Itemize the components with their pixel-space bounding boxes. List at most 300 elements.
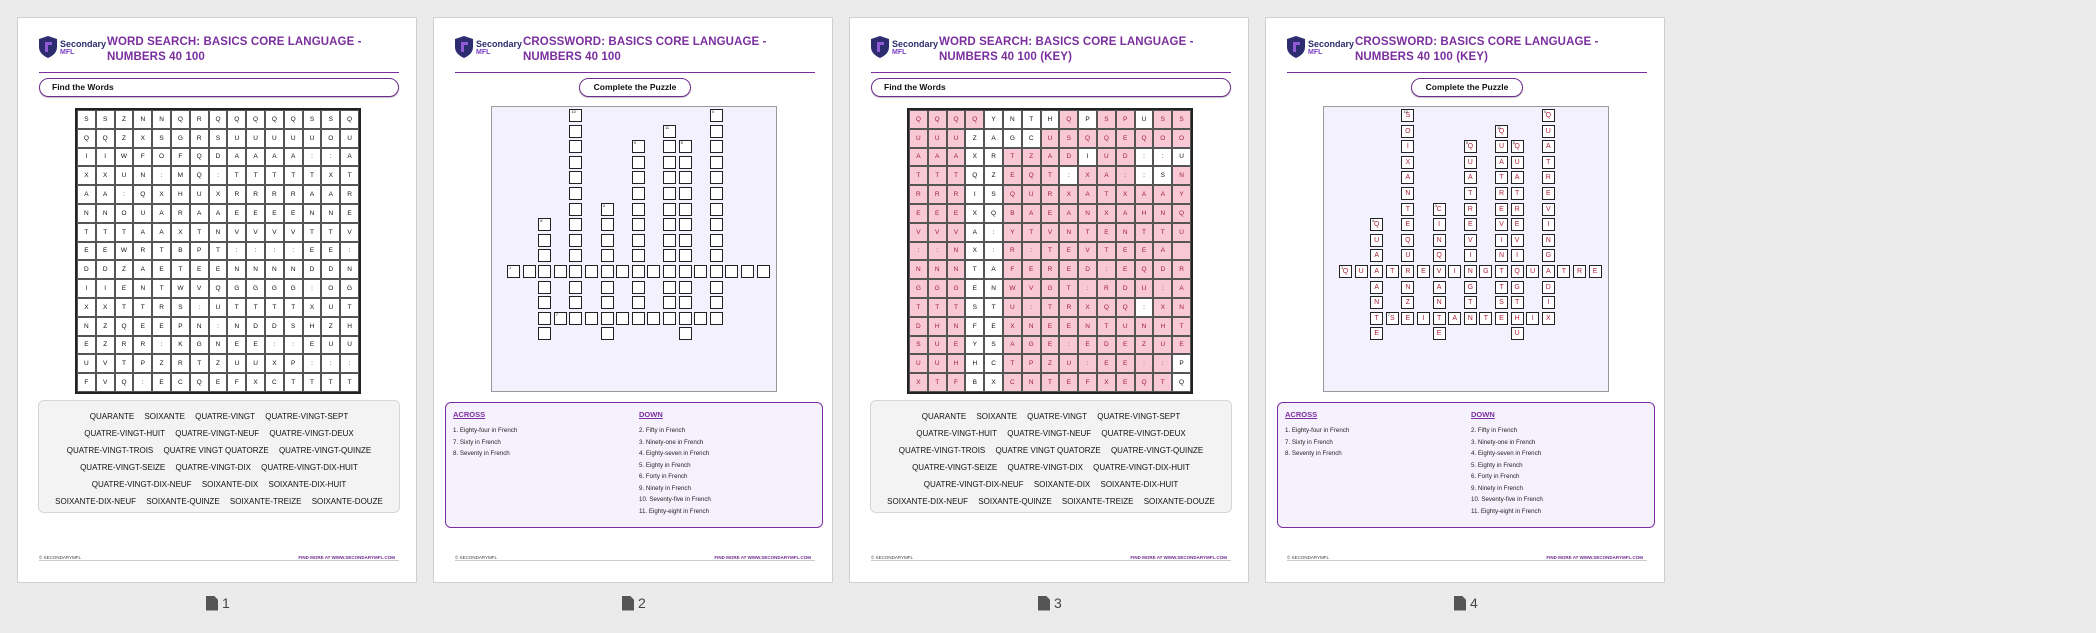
grid-cell[interactable]: H (965, 354, 984, 373)
crossword-cell[interactable] (1433, 296, 1446, 309)
grid-cell[interactable]: W (115, 148, 134, 167)
grid-cell[interactable]: S (1059, 129, 1078, 148)
grid-cell[interactable]: E (209, 373, 228, 392)
grid-cell[interactable]: E (1041, 317, 1060, 336)
grid-cell[interactable]: : (209, 317, 228, 336)
crossword-cell[interactable] (710, 249, 723, 262)
grid-cell[interactable]: N (265, 260, 284, 279)
grid-cell[interactable]: W (1003, 279, 1022, 298)
grid-cell[interactable]: Z (115, 129, 134, 148)
grid-cell[interactable]: Q (77, 129, 96, 148)
crossword-cell[interactable] (1401, 109, 1414, 122)
grid-cell[interactable]: F (1078, 373, 1097, 392)
crossword-cell[interactable] (663, 218, 676, 231)
grid-cell[interactable]: X (984, 373, 1003, 392)
grid-cell[interactable]: D (1116, 148, 1135, 167)
grid-cell[interactable]: X (265, 354, 284, 373)
grid-cell[interactable]: B (965, 373, 984, 392)
grid-cell[interactable]: N (1172, 166, 1191, 185)
grid-cell[interactable]: U (928, 336, 947, 355)
crossword-cell[interactable] (538, 312, 551, 325)
grid-cell[interactable]: A (190, 204, 209, 223)
crossword-cell[interactable] (632, 187, 645, 200)
grid-cell[interactable]: N (1172, 298, 1191, 317)
grid-cell[interactable]: Q (227, 110, 246, 129)
grid-cell[interactable]: T (115, 298, 134, 317)
grid-cell[interactable]: X (965, 242, 984, 261)
grid-cell[interactable]: G (1022, 336, 1041, 355)
grid-cell[interactable]: N (1116, 223, 1135, 242)
crossword-cell[interactable] (663, 249, 676, 262)
grid-cell[interactable]: : (1135, 166, 1154, 185)
page-number-4[interactable]: 4 (1454, 595, 1478, 611)
grid-cell[interactable]: G (928, 279, 947, 298)
grid-cell[interactable]: T (1003, 148, 1022, 167)
grid-cell[interactable]: : (984, 223, 1003, 242)
grid-cell[interactable]: Q (965, 166, 984, 185)
grid-cell[interactable]: T (265, 298, 284, 317)
crossword-cell[interactable] (1370, 312, 1383, 325)
grid-cell[interactable]: : (1022, 242, 1041, 261)
grid-cell[interactable]: E (928, 204, 947, 223)
crossword-cell[interactable] (1464, 203, 1477, 216)
grid-cell[interactable]: X (77, 298, 96, 317)
grid-cell[interactable]: P (1022, 354, 1041, 373)
grid-cell[interactable]: V (909, 223, 928, 242)
grid-cell[interactable]: T (284, 166, 303, 185)
grid-cell[interactable]: E (1097, 223, 1116, 242)
grid-cell[interactable]: Q (209, 110, 228, 129)
grid-cell[interactable]: : (984, 242, 1003, 261)
grid-cell[interactable]: U (1153, 336, 1172, 355)
grid-cell[interactable]: A (152, 204, 171, 223)
grid-cell[interactable]: U (1022, 185, 1041, 204)
grid-cell[interactable]: U (928, 354, 947, 373)
crossword-cell[interactable] (523, 265, 536, 278)
grid-cell[interactable]: T (340, 373, 359, 392)
grid-cell[interactable]: E (190, 260, 209, 279)
crossword-cell[interactable] (1495, 296, 1508, 309)
grid-cell[interactable]: A (1003, 336, 1022, 355)
grid-cell[interactable]: E (1116, 336, 1135, 355)
grid-cell[interactable]: E (909, 204, 928, 223)
grid-cell[interactable]: V (227, 223, 246, 242)
crossword-cell[interactable] (632, 281, 645, 294)
crossword-cell[interactable] (710, 296, 723, 309)
crossword-cell[interactable] (679, 234, 692, 247)
grid-cell[interactable]: N (96, 204, 115, 223)
footer-link[interactable]: FIND MORE AT WWW.SECONDARYMFL.COM (1546, 555, 1643, 560)
grid-cell[interactable]: Q (909, 110, 928, 129)
crossword-cell[interactable] (1464, 312, 1477, 325)
grid-cell[interactable]: : (265, 336, 284, 355)
grid-cell[interactable]: X (152, 185, 171, 204)
grid-cell[interactable]: C (171, 373, 190, 392)
crossword-cell[interactable] (1464, 281, 1477, 294)
grid-cell[interactable]: H (303, 317, 322, 336)
grid-cell[interactable]: Q (340, 110, 359, 129)
grid-cell[interactable]: Q (1097, 298, 1116, 317)
grid-cell[interactable]: Z (1135, 336, 1154, 355)
crossword-cell[interactable] (601, 327, 614, 340)
grid-cell[interactable]: X (246, 373, 265, 392)
crossword-cell[interactable] (1542, 265, 1555, 278)
crossword-cell[interactable] (1542, 171, 1555, 184)
crossword-cell[interactable] (1370, 249, 1383, 262)
crossword-cell[interactable] (710, 281, 723, 294)
crossword-cell[interactable] (538, 249, 551, 262)
grid-cell[interactable]: T (928, 166, 947, 185)
grid-cell[interactable]: P (1078, 110, 1097, 129)
grid-cell[interactable]: Q (246, 110, 265, 129)
grid-cell[interactable]: U (77, 354, 96, 373)
crossword-cell[interactable] (1401, 296, 1414, 309)
grid-cell[interactable]: : (133, 373, 152, 392)
grid-cell[interactable]: V (246, 223, 265, 242)
grid-cell[interactable]: E (1116, 242, 1135, 261)
grid-cell[interactable]: N (284, 260, 303, 279)
crossword-cell[interactable] (569, 281, 582, 294)
crossword-cell[interactable] (663, 234, 676, 247)
grid-cell[interactable]: E (1041, 204, 1060, 223)
crossword-cell[interactable] (632, 265, 645, 278)
grid-cell[interactable]: E (1097, 354, 1116, 373)
grid-cell[interactable]: Q (1097, 129, 1116, 148)
grid-cell[interactable]: F (1003, 260, 1022, 279)
grid-cell[interactable]: S (1172, 110, 1191, 129)
grid-cell[interactable]: D (1078, 260, 1097, 279)
grid-cell[interactable]: I (965, 185, 984, 204)
crossword-cell[interactable] (1464, 296, 1477, 309)
crossword-cell[interactable] (1448, 312, 1461, 325)
grid-cell[interactable]: H (171, 185, 190, 204)
grid-cell[interactable]: E (1059, 260, 1078, 279)
grid-cell[interactable]: : (1135, 298, 1154, 317)
grid-cell[interactable]: : (1097, 260, 1116, 279)
grid-cell[interactable]: A (947, 148, 966, 167)
grid-cell[interactable]: X (303, 298, 322, 317)
crossword-cell[interactable] (1464, 249, 1477, 262)
crossword-cell[interactable] (554, 312, 567, 325)
grid-cell[interactable]: G (227, 279, 246, 298)
grid-cell[interactable]: : (1059, 336, 1078, 355)
crossword-cell[interactable] (1542, 109, 1555, 122)
grid-cell[interactable]: G (909, 279, 928, 298)
crossword-cell[interactable] (1542, 281, 1555, 294)
crossword-cell[interactable] (1401, 140, 1414, 153)
grid-cell[interactable]: R (133, 242, 152, 261)
crossword-cell[interactable] (1417, 312, 1430, 325)
grid-cell[interactable]: Q (115, 317, 134, 336)
grid-cell[interactable]: Y (984, 110, 1003, 129)
grid-cell[interactable]: E (965, 279, 984, 298)
crossword-cell[interactable] (663, 265, 676, 278)
grid-cell[interactable]: E (152, 373, 171, 392)
grid-cell[interactable]: T (246, 166, 265, 185)
crossword-cell[interactable] (569, 249, 582, 262)
grid-cell[interactable]: T (115, 354, 134, 373)
grid-cell[interactable]: H (928, 317, 947, 336)
grid-cell[interactable]: I (96, 279, 115, 298)
crossword-cell[interactable] (679, 281, 692, 294)
crossword-cell[interactable] (694, 265, 707, 278)
grid-cell[interactable]: T (1059, 279, 1078, 298)
grid-cell[interactable]: S (96, 110, 115, 129)
grid-cell[interactable]: D (96, 260, 115, 279)
grid-cell[interactable]: R (1041, 260, 1060, 279)
grid-cell[interactable]: E (1172, 336, 1191, 355)
crossword-cell[interactable] (632, 171, 645, 184)
grid-cell[interactable]: Q (1135, 129, 1154, 148)
grid-cell[interactable]: Q (115, 373, 134, 392)
crossword-cell[interactable] (1511, 234, 1524, 247)
grid-cell[interactable]: N (152, 110, 171, 129)
crossword-cell[interactable] (710, 187, 723, 200)
grid-cell[interactable]: S (209, 129, 228, 148)
grid-cell[interactable]: : (284, 336, 303, 355)
crossword-cell[interactable] (538, 281, 551, 294)
grid-cell[interactable]: N (133, 279, 152, 298)
grid-cell[interactable]: T (209, 242, 228, 261)
grid-cell[interactable]: : (265, 242, 284, 261)
grid-cell[interactable]: E (77, 336, 96, 355)
crossword-cell[interactable] (538, 265, 551, 278)
grid-cell[interactable]: N (947, 242, 966, 261)
grid-cell[interactable]: U (246, 129, 265, 148)
crossword-cell[interactable] (1542, 156, 1555, 169)
grid-cell[interactable]: E (1116, 260, 1135, 279)
grid-cell[interactable]: T (909, 298, 928, 317)
grid-cell[interactable]: : (190, 298, 209, 317)
grid-cell[interactable]: O (1172, 129, 1191, 148)
grid-cell[interactable]: E (1116, 373, 1135, 392)
grid-cell[interactable]: T (965, 260, 984, 279)
grid-cell[interactable]: Y (1003, 223, 1022, 242)
crossword-cell[interactable] (1511, 296, 1524, 309)
grid-cell[interactable]: S (284, 317, 303, 336)
grid-cell[interactable]: G (340, 279, 359, 298)
grid-cell[interactable]: : (1153, 148, 1172, 167)
crossword-cell[interactable] (1401, 249, 1414, 262)
grid-cell[interactable]: F (171, 148, 190, 167)
crossword-cell[interactable] (1401, 234, 1414, 247)
grid-cell[interactable]: V (928, 223, 947, 242)
grid-cell[interactable]: S (1097, 110, 1116, 129)
crossword-cell[interactable] (1542, 296, 1555, 309)
crossword-cell[interactable] (725, 265, 738, 278)
crossword-cell[interactable] (710, 218, 723, 231)
crossword-cell[interactable] (601, 312, 614, 325)
crossword-cell[interactable] (569, 156, 582, 169)
crossword-cell[interactable] (1464, 234, 1477, 247)
page-number-2[interactable]: 2 (622, 595, 646, 611)
grid-cell[interactable]: Q (1135, 260, 1154, 279)
crossword-cell[interactable] (632, 140, 645, 153)
crossword-cell[interactable] (1589, 265, 1602, 278)
grid-cell[interactable]: V (265, 223, 284, 242)
grid-cell[interactable]: T (171, 260, 190, 279)
crossword-cell[interactable] (1542, 312, 1555, 325)
grid-cell[interactable]: R (171, 204, 190, 223)
crossword-cell[interactable] (569, 125, 582, 138)
crossword-cell[interactable] (1433, 234, 1446, 247)
grid-cell[interactable]: U (1003, 298, 1022, 317)
grid-cell[interactable]: : (1022, 298, 1041, 317)
crossword-cell[interactable] (1417, 265, 1430, 278)
grid-cell[interactable]: N (1022, 317, 1041, 336)
grid-cell[interactable]: D (321, 260, 340, 279)
grid-cell[interactable]: R (928, 185, 947, 204)
crossword-cell[interactable] (679, 218, 692, 231)
crossword-cell[interactable] (632, 234, 645, 247)
grid-cell[interactable]: Z (96, 317, 115, 336)
grid-cell[interactable]: G (1041, 279, 1060, 298)
grid-cell[interactable]: Z (1041, 354, 1060, 373)
grid-cell[interactable]: A (1153, 242, 1172, 261)
grid-cell[interactable]: D (909, 317, 928, 336)
crossword-cell[interactable] (679, 171, 692, 184)
grid-cell[interactable]: X (1078, 298, 1097, 317)
grid-cell[interactable]: T (152, 242, 171, 261)
grid-cell[interactable]: A (96, 185, 115, 204)
grid-cell[interactable]: T (321, 373, 340, 392)
crossword-cell[interactable] (1370, 265, 1383, 278)
crossword-cell[interactable] (1542, 234, 1555, 247)
crossword-cell[interactable] (601, 265, 614, 278)
crossword-cell[interactable] (538, 327, 551, 340)
crossword-cell[interactable] (663, 281, 676, 294)
grid-cell[interactable]: N (928, 260, 947, 279)
grid-cell[interactable]: N (77, 204, 96, 223)
grid-cell[interactable]: U (321, 336, 340, 355)
grid-cell[interactable]: G (947, 279, 966, 298)
grid-cell[interactable]: S (303, 110, 322, 129)
crossword-cell[interactable] (569, 296, 582, 309)
crossword-cell[interactable] (1511, 171, 1524, 184)
grid-cell[interactable]: X (96, 166, 115, 185)
grid-cell[interactable]: T (1097, 242, 1116, 261)
grid-cell[interactable]: D (303, 260, 322, 279)
grid-cell[interactable]: N (947, 317, 966, 336)
grid-cell[interactable]: T (321, 223, 340, 242)
grid-cell[interactable]: P (133, 354, 152, 373)
grid-cell[interactable]: E (1135, 242, 1154, 261)
crossword-cell[interactable] (694, 312, 707, 325)
grid-cell[interactable]: I (77, 279, 96, 298)
grid-cell[interactable]: R (227, 185, 246, 204)
grid-cell[interactable]: A (1172, 279, 1191, 298)
crossword-cell[interactable] (632, 218, 645, 231)
crossword-cell[interactable] (632, 296, 645, 309)
grid-cell[interactable]: A (984, 260, 1003, 279)
crossword-cell[interactable] (569, 187, 582, 200)
crossword-cell[interactable] (538, 234, 551, 247)
grid-cell[interactable]: U (1172, 223, 1191, 242)
grid-cell[interactable]: A (321, 185, 340, 204)
crossword-cell[interactable] (663, 140, 676, 153)
grid-cell[interactable]: : (1078, 354, 1097, 373)
crossword-cell[interactable] (1511, 281, 1524, 294)
grid-cell[interactable]: Q (1116, 298, 1135, 317)
grid-cell[interactable]: D (1097, 336, 1116, 355)
grid-cell[interactable]: B (1003, 204, 1022, 223)
grid-cell[interactable]: G (1003, 129, 1022, 148)
crossword-cell[interactable] (1479, 265, 1492, 278)
grid-cell[interactable]: N (227, 317, 246, 336)
grid-cell[interactable]: T (928, 373, 947, 392)
grid-cell[interactable]: Z (152, 354, 171, 373)
crossword-cell[interactable] (1433, 265, 1446, 278)
grid-cell[interactable]: A (246, 148, 265, 167)
grid-cell[interactable]: E (246, 336, 265, 355)
grid-cell[interactable]: T (303, 223, 322, 242)
crossword-cell[interactable] (1433, 203, 1446, 216)
crossword-cell[interactable] (569, 171, 582, 184)
grid-cell[interactable]: : (303, 148, 322, 167)
grid-cell[interactable]: R (984, 148, 1003, 167)
grid-cell[interactable]: N (984, 279, 1003, 298)
grid-cell[interactable]: Q (1135, 373, 1154, 392)
grid-cell[interactable]: E (152, 260, 171, 279)
crossword-cell[interactable] (1370, 296, 1383, 309)
crossword-cell[interactable] (1511, 156, 1524, 169)
grid-cell[interactable]: E (133, 317, 152, 336)
crossword-cell[interactable] (1542, 125, 1555, 138)
crossword-cell[interactable] (663, 156, 676, 169)
grid-cell[interactable]: S (965, 298, 984, 317)
grid-cell[interactable]: S (909, 336, 928, 355)
crossword-cell[interactable] (1464, 187, 1477, 200)
grid-cell[interactable]: X (321, 166, 340, 185)
grid-cell[interactable]: N (133, 166, 152, 185)
grid-cell[interactable]: B (171, 242, 190, 261)
crossword-cell[interactable] (1511, 218, 1524, 231)
grid-cell[interactable]: E (227, 336, 246, 355)
crossword-cell[interactable] (710, 156, 723, 169)
grid-cell[interactable]: X (965, 148, 984, 167)
grid-cell[interactable]: T (1041, 242, 1060, 261)
grid-cell[interactable]: C (1022, 129, 1041, 148)
grid-cell[interactable]: H (947, 354, 966, 373)
grid-cell[interactable]: V (96, 373, 115, 392)
grid-cell[interactable]: S (984, 336, 1003, 355)
grid-cell[interactable]: Z (984, 166, 1003, 185)
grid-cell[interactable]: T (265, 166, 284, 185)
crossword-cell[interactable] (1464, 156, 1477, 169)
grid-cell[interactable]: E (284, 204, 303, 223)
grid-cell[interactable]: U (909, 129, 928, 148)
grid-cell[interactable]: V (340, 223, 359, 242)
crossword-cell[interactable] (601, 203, 614, 216)
crossword-cell[interactable] (1339, 265, 1352, 278)
grid-cell[interactable]: X (77, 166, 96, 185)
grid-cell[interactable]: T (1003, 354, 1022, 373)
grid-cell[interactable]: X (965, 204, 984, 223)
grid-cell[interactable]: Z (1022, 148, 1041, 167)
grid-cell[interactable]: E (321, 242, 340, 261)
grid-cell[interactable]: O (115, 204, 134, 223)
grid-cell[interactable]: V (96, 354, 115, 373)
crossword-cell[interactable] (632, 249, 645, 262)
crossword-cell[interactable] (1495, 281, 1508, 294)
grid-cell[interactable]: U (340, 336, 359, 355)
crossword-cell[interactable] (679, 312, 692, 325)
grid-cell[interactable]: E (209, 260, 228, 279)
grid-cell[interactable]: N (340, 260, 359, 279)
grid-cell[interactable]: T (96, 223, 115, 242)
crossword-cell[interactable] (601, 249, 614, 262)
grid-cell[interactable]: Q (209, 279, 228, 298)
